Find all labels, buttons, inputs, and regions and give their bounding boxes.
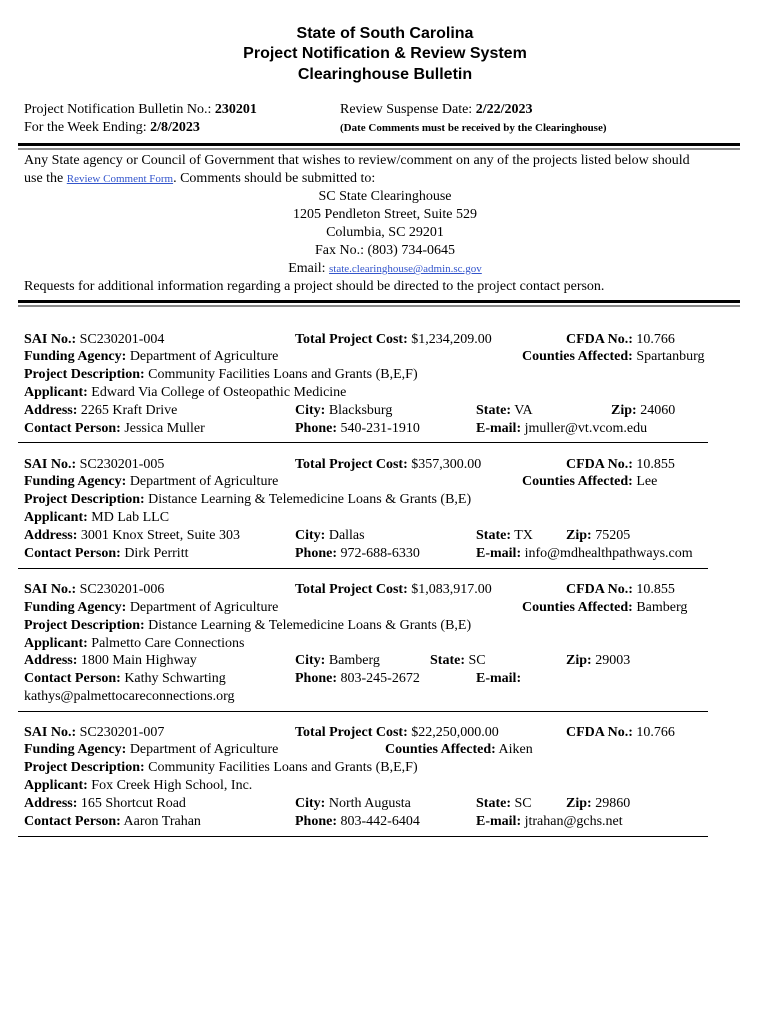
counties-affected: Counties Affected: Aiken [385, 742, 533, 757]
intro-line-1: Any State agency or Council of Government that wishes to review/comment on any of the projects listed below should [24, 153, 690, 168]
zip: Zip: 29860 [566, 796, 631, 811]
email: kathys@palmettocareconnections.org [24, 689, 235, 704]
phone: Phone: 803-442-6404 [295, 814, 420, 829]
state: State: TX [476, 528, 533, 543]
counties-affected: Counties Affected: Bamberg [522, 600, 688, 615]
project-description: Project Description: Distance Learning & Telemedicine Loans & Grants (B,E) [24, 618, 472, 633]
review-comment-form-link[interactable]: Review Comment Form [66, 173, 174, 185]
phone: Phone: 540-231-1910 [295, 421, 420, 436]
email: E-mail: info@mdhealthpathways.com [476, 546, 693, 561]
applicant: Applicant: Edward Via College of Osteopathic Medicine [24, 385, 347, 400]
address: Address: 165 Shortcut Road [24, 796, 186, 811]
sai-number: SAI No.: SC230201-007 [24, 725, 165, 740]
applicant: Applicant: Fox Creek High School, Inc. [24, 778, 253, 793]
phone: Phone: 803-245-2672 [295, 671, 420, 686]
suspense-date-value: 2/22/2023 [475, 102, 533, 117]
divider-mid [18, 300, 740, 303]
divider-top-2 [18, 148, 740, 150]
project-divider [18, 711, 708, 712]
suspense-date [340, 102, 532, 118]
total-cost: Total Project Cost: $1,083,917.00 [295, 582, 492, 597]
sai-number: SAI No.: SC230201-006 [24, 582, 165, 597]
sai-number: SAI No.: SC230201-004 [24, 332, 165, 347]
contact-person: Contact Person: Kathy Schwarting [24, 671, 226, 686]
clearinghouse-email-link[interactable]: state.clearinghouse@admin.sc.gov [329, 263, 482, 275]
contact-person: Contact Person: Dirk Perritt [24, 546, 189, 561]
cfda-number: CFDA No.: 10.766 [566, 332, 675, 347]
funding-agency: Funding Agency: Department of Agriculture [24, 474, 279, 489]
bulletin-number [24, 102, 257, 118]
bulletin-number-label: Project Notification Bulletin No.: [24, 102, 212, 117]
bulletin-number-value: 230201 [214, 102, 257, 117]
zip: Zip: 29003 [566, 653, 631, 668]
city: City: North Augusta [295, 796, 411, 811]
funding-agency: Funding Agency: Department of Agriculture [24, 600, 279, 615]
suspense-note: (Date Comments must be received by the Clearinghouse) [340, 122, 607, 134]
counties-affected: Counties Affected: Lee [522, 474, 658, 489]
project-description: Project Description: Distance Learning & Telemedicine Loans & Grants (B,E) [24, 492, 472, 507]
requests-note: Requests for additional information regarding a project should be directed to the project contact person. [24, 279, 605, 294]
email: E-mail: jtrahan@gchs.net [476, 814, 623, 829]
address-line-3: Columbia, SC 29201 [326, 225, 444, 240]
email-label: E-mail: [476, 671, 522, 686]
email-line [0, 261, 770, 277]
cfda-number: CFDA No.: 10.855 [566, 457, 675, 472]
contact-person: Contact Person: Jessica Muller [24, 421, 205, 436]
suspense-date-label: Review Suspense Date: [340, 102, 473, 117]
week-ending-value: 2/8/2023 [150, 120, 200, 135]
address: Address: 3001 Knox Street, Suite 303 [24, 528, 240, 543]
address-line-1: SC State Clearinghouse [318, 189, 452, 204]
contact-person: Contact Person: Aaron Trahan [24, 814, 201, 829]
email: E-mail: jmuller@vt.vcom.edu [476, 421, 648, 436]
sai-number: SAI No.: SC230201-005 [24, 457, 165, 472]
project-divider [18, 442, 708, 443]
intro-line-2 [24, 171, 375, 187]
title-system: Project Notification & Review System [243, 45, 527, 62]
project-divider [18, 568, 708, 569]
city: City: Dallas [295, 528, 365, 543]
total-cost: Total Project Cost: $357,300.00 [295, 457, 482, 472]
zip: Zip: 75205 [566, 528, 631, 543]
address: Address: 2265 Kraft Drive [24, 403, 178, 418]
funding-agency: Funding Agency: Department of Agriculture [24, 349, 279, 364]
applicant: Applicant: MD Lab LLC [24, 510, 170, 525]
state: State: SC [430, 653, 486, 668]
project-divider [18, 836, 708, 837]
week-ending [24, 120, 200, 136]
applicant: Applicant: Palmetto Care Connections [24, 636, 245, 651]
week-ending-label: For the Week Ending: [24, 120, 147, 135]
state: State: VA [476, 403, 533, 418]
funding-agency: Funding Agency: Department of Agriculture [24, 742, 279, 757]
cfda-number: CFDA No.: 10.855 [566, 582, 675, 597]
address-line-2: 1205 Pendleton Street, Suite 529 [293, 207, 477, 222]
city: City: Blacksburg [295, 403, 393, 418]
cfda-number: CFDA No.: 10.766 [566, 725, 675, 740]
total-cost: Total Project Cost: $22,250,000.00 [295, 725, 499, 740]
project-description: Project Description: Community Facilities Loans and Grants (B,E,F) [24, 760, 418, 775]
project-description: Project Description: Community Facilities Loans and Grants (B,E,F) [24, 367, 418, 382]
divider-mid-2 [18, 305, 740, 307]
divider-top [18, 143, 740, 146]
zip: Zip: 24060 [611, 403, 676, 418]
intro-suffix: . Comments should be submitted to: [173, 171, 376, 186]
address: Address: 1800 Main Highway [24, 653, 197, 668]
counties-affected: Counties Affected: Spartanburg [522, 349, 705, 364]
phone: Phone: 972-688-6330 [295, 546, 420, 561]
state: State: SC [476, 796, 532, 811]
fax-number: Fax No.: (803) 734-0645 [315, 243, 455, 258]
email-label: Email: [288, 261, 326, 276]
city: City: Bamberg [295, 653, 380, 668]
intro-prefix: use the [24, 171, 64, 186]
title-state: State of South Carolina [296, 25, 474, 42]
title-bulletin: Clearinghouse Bulletin [297, 66, 473, 83]
total-cost: Total Project Cost: $1,234,209.00 [295, 332, 492, 347]
